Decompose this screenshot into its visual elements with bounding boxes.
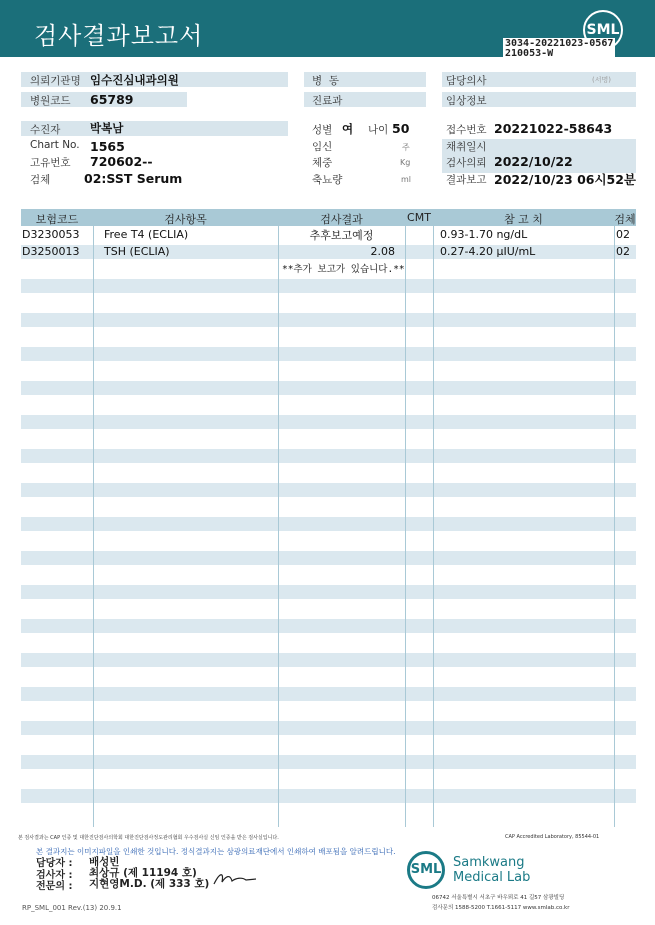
sml-logo-icon: SML xyxy=(583,10,623,50)
document-number xyxy=(503,38,615,60)
hospital-value: 임수진심내과의원 xyxy=(90,73,179,87)
table-stripe xyxy=(21,619,636,633)
lab-name xyxy=(453,855,530,885)
sex-value: 여 xyxy=(342,122,354,136)
weight-label: 체중 xyxy=(312,157,333,169)
age-value: 50 xyxy=(392,121,410,136)
header-reference: 참 고 치 xyxy=(504,213,543,226)
id-label: 고유번호 xyxy=(30,157,71,169)
specimen-value: 02:SST Serum xyxy=(84,171,183,186)
dept-label: 진료과 xyxy=(312,95,343,107)
table-stripe xyxy=(21,279,636,293)
lab-name-line2: Medical Lab xyxy=(453,870,531,885)
table-stripe xyxy=(21,517,636,531)
table-stripe xyxy=(21,381,636,395)
header-result: 검사결과 xyxy=(320,213,363,226)
specialist-value: 지현영M.D. (제 333 호) xyxy=(89,878,210,890)
image-print-notice: 본 결과지는 이미지파일을 인쇄한 것입니다. 정식결과지는 삼광의료재단에서 인쇄하여 배포됨을 알려드립니다. xyxy=(36,847,396,856)
specialist-label: 전문의 : xyxy=(36,881,73,892)
table-stripe xyxy=(21,721,636,735)
table-stripe xyxy=(21,687,636,701)
table-stripe xyxy=(21,551,636,565)
collect-label: 채취일시 xyxy=(446,141,487,153)
specimen-label: 검체 xyxy=(30,174,51,186)
table-stripe xyxy=(21,585,636,599)
code-value: 65789 xyxy=(90,92,134,107)
row-reference: 0.93-1.70 ng/dL xyxy=(440,228,528,241)
row-specimen: 02 xyxy=(616,245,630,258)
column-divider xyxy=(278,209,279,827)
row-item: Free T4 (ECLIA) xyxy=(104,228,189,241)
row-reference: 0.27-4.20 μIU/mL xyxy=(440,245,536,258)
doctor-label: 담당의사 xyxy=(446,75,487,87)
row-specimen: 02 xyxy=(616,228,630,241)
document-number-line1: 3034-20221023-0567 xyxy=(505,38,614,49)
header-insurance-code: 보험코드 xyxy=(35,213,79,226)
lab-address: 06742 서울특별시 서초구 바우뫼로 41 길57 삼광빌딩 xyxy=(432,895,565,901)
column-divider xyxy=(433,209,434,827)
clinical-label: 임상정보 xyxy=(446,95,487,107)
row-item: TSH (ECLIA) xyxy=(104,245,170,258)
receipt-value: 20221022-58643 xyxy=(494,121,613,136)
table-stripe xyxy=(21,653,636,667)
tester-value: 최상규 (제 11194 호) xyxy=(89,867,197,879)
column-divider xyxy=(93,209,94,827)
patient-value: 박복남 xyxy=(90,121,124,135)
column-divider xyxy=(405,209,406,827)
pregnancy-label: 임신 xyxy=(312,141,333,153)
table-stripe xyxy=(21,415,636,429)
weight-unit: Kg xyxy=(400,158,411,167)
ward-label: 병 동 xyxy=(312,75,339,87)
report-date-label: 결과보고 xyxy=(446,174,487,186)
table-stripe xyxy=(21,313,636,327)
table-stripe xyxy=(21,483,636,497)
chart-label: Chart No. xyxy=(30,139,80,151)
request-value: 2022/10/22 xyxy=(494,154,573,169)
header-cmt: CMT xyxy=(407,211,431,224)
chart-value: 1565 xyxy=(90,139,125,154)
cap-note: CAP Accredited Laboratory, 85544-01 xyxy=(505,834,600,840)
receipt-label: 접수번호 xyxy=(446,124,487,136)
row-code: D3250013 xyxy=(22,245,80,258)
urine-label: 축뇨량 xyxy=(312,174,343,186)
row-code: D3230053 xyxy=(22,228,80,241)
patient-bar xyxy=(21,121,288,136)
patient-label: 수진자 xyxy=(30,124,61,136)
table-stripe xyxy=(21,755,636,769)
table-stripe xyxy=(21,449,636,463)
manager-label: 담당자 : xyxy=(36,858,73,869)
sml-lab-logo-icon: SML xyxy=(407,851,445,889)
additional-report-note: **추가 보고가 있습니다.** xyxy=(282,264,405,275)
doctor-sign: (서명) xyxy=(592,76,611,84)
lab-contact: 검사문의 1588-5200 T.1661-5117 www.smlab.co.kr xyxy=(432,905,570,911)
report-date-value: 2022/10/23 06시52분 xyxy=(494,172,637,187)
header-specimen: 검체 xyxy=(614,213,636,226)
lab-name-line1: Samkwang xyxy=(453,855,525,870)
tester-label: 검사자 : xyxy=(36,870,73,881)
pregnancy-unit: 주 xyxy=(402,143,410,152)
code-label: 병원코드 xyxy=(30,95,71,107)
document-number-line2: 210053-W xyxy=(505,48,554,59)
hospital-label: 의뢰기관명 xyxy=(30,75,81,87)
table-stripe xyxy=(21,347,636,361)
form-revision: RP_SML_001 Rev.(13) 20.9.1 xyxy=(22,904,122,912)
row-result: 추후보고예정 xyxy=(309,229,374,242)
column-divider xyxy=(614,209,615,827)
row-result: 2.08 xyxy=(370,245,395,258)
age-label: 나이 xyxy=(368,124,389,136)
header-test-item: 검사항목 xyxy=(164,213,207,226)
table-stripe xyxy=(21,789,636,803)
signature-icon xyxy=(212,868,258,888)
request-label: 검사의뢰 xyxy=(446,157,487,169)
id-value: 720602-- xyxy=(90,154,153,169)
manager-value: 배성빈 xyxy=(89,856,120,868)
certification-note: 본 검사결과는 CAP 인증 및 대한진단검사의학회 대한진단검사정도관리협회 우수검사실 신임 인증을 받은 검사실입니다. xyxy=(18,835,279,841)
sex-label: 성별 xyxy=(312,124,333,136)
urine-unit: ml xyxy=(401,175,412,184)
report-title: 검사결과보고서 xyxy=(34,22,204,50)
